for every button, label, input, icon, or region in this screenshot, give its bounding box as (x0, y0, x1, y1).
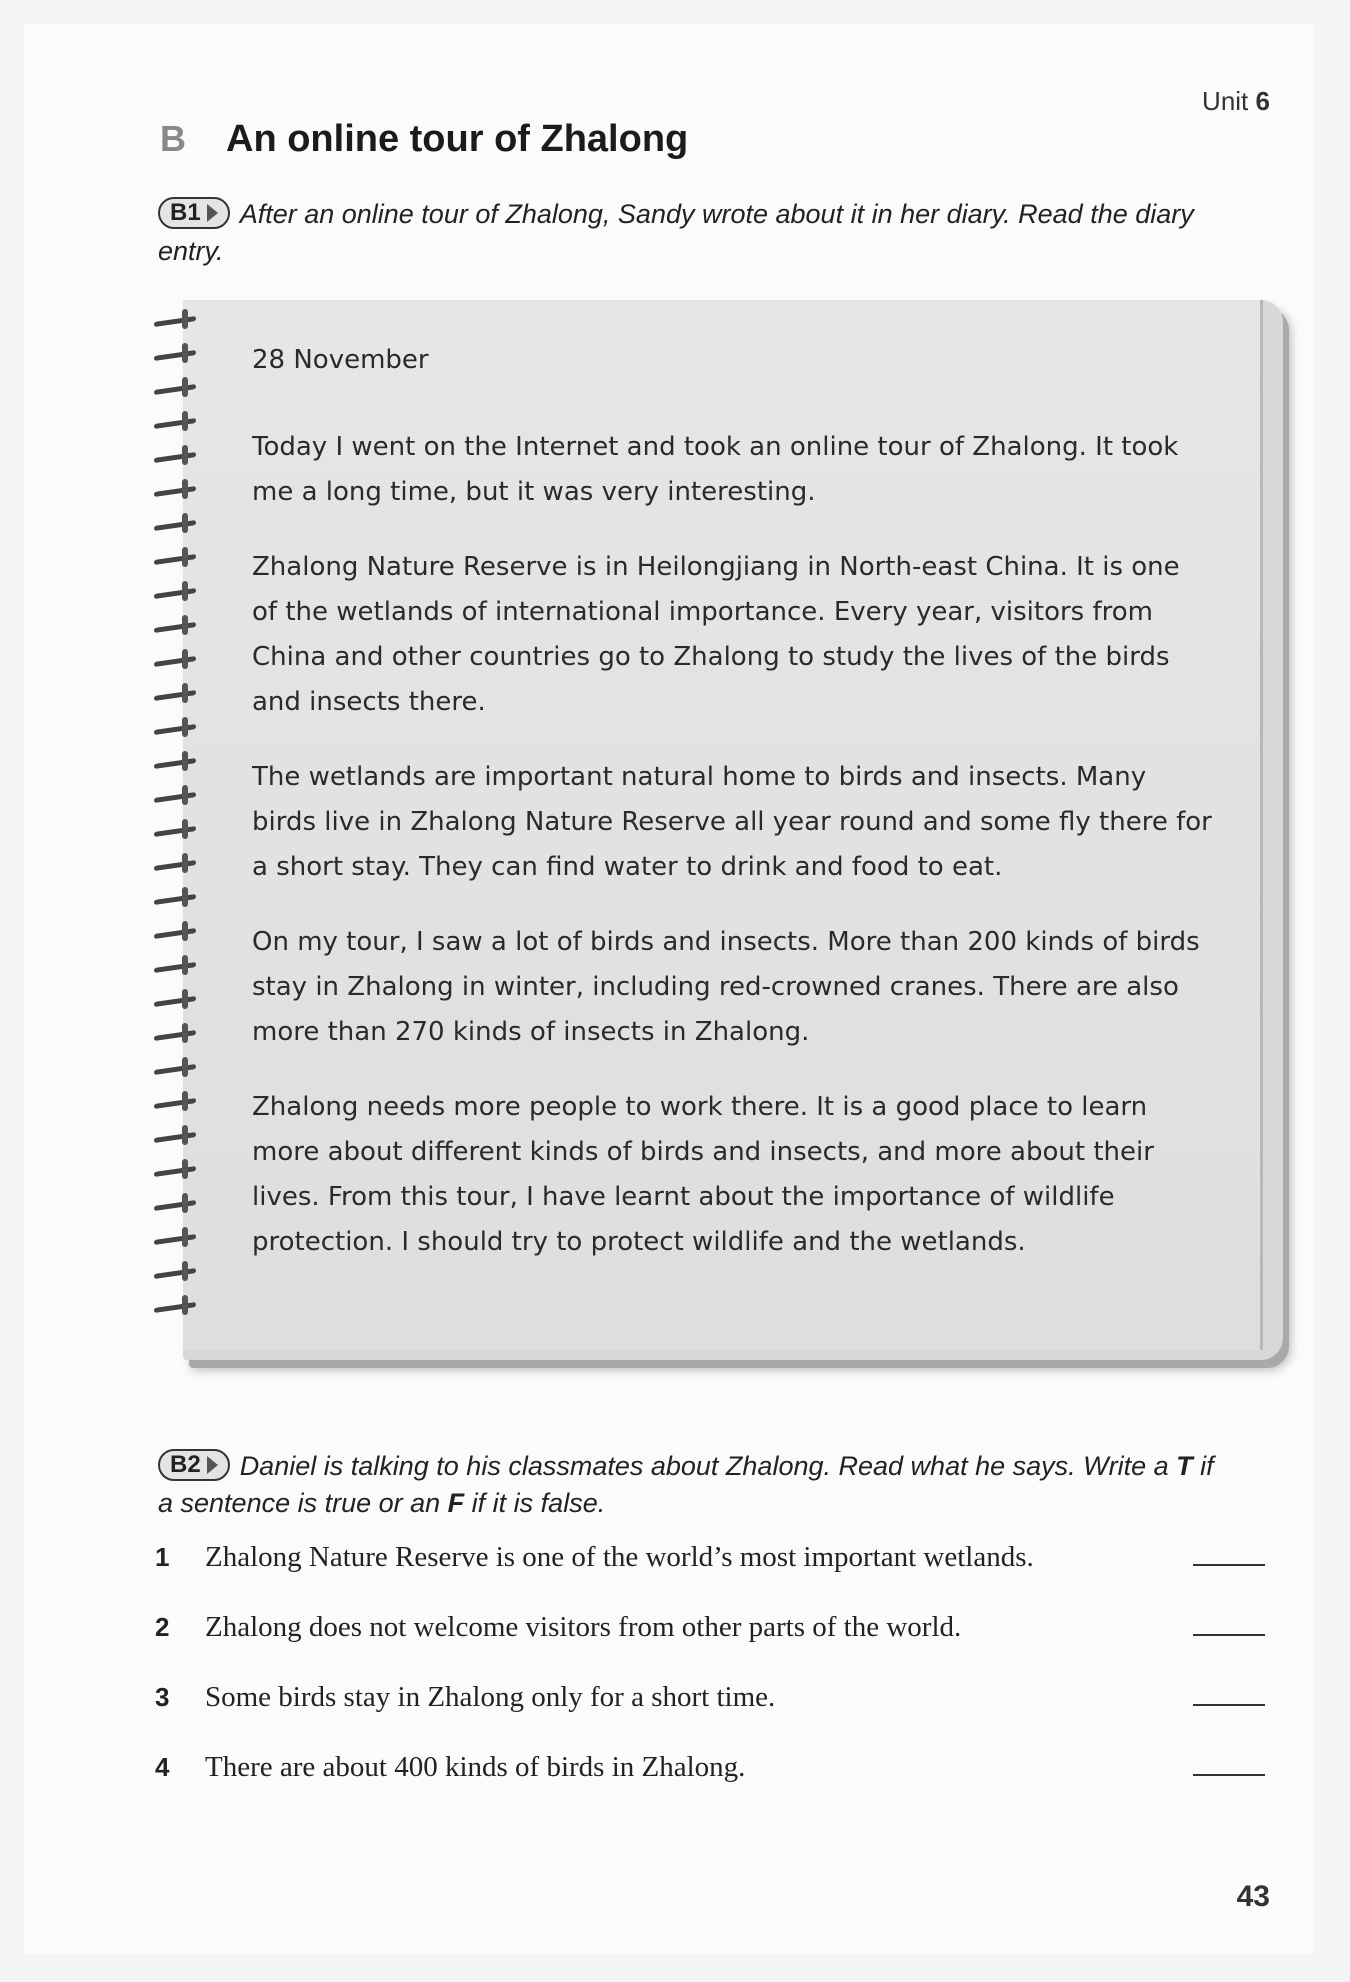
spiral-ring (152, 383, 198, 399)
unit-label-text: Unit (1202, 86, 1249, 116)
diary-entry (252, 338, 1212, 1295)
diary-paragraph: On my tour, I saw a lot of birds and insects. More than 200 kinds of birds stay in Zhalong in winter, including red-crowned cranes. There are also more than 270 kinds of insects in Zhalong. (252, 927, 1200, 1047)
spiral-ring (152, 723, 198, 739)
question-number: 3 (155, 1682, 170, 1712)
spiral-ring (152, 1131, 198, 1147)
diary-paragraph: Zhalong needs more people to work there. It is a good place to learn more about different kinds of birds and insects, and more about their lives. From this tour, I have learnt about the importance of wildlife protection. I should try to protect wildlife and the wetlands. (252, 1092, 1154, 1257)
question-number: 4 (155, 1752, 170, 1782)
b2-instruction-text: if a sentence is true or an (158, 1451, 1214, 1518)
spiral-ring (152, 825, 198, 841)
unit-label (1202, 86, 1270, 117)
b2-instruction-text: Daniel is talking to his classmates about Zhalong. Read what he says. Write a (239, 1451, 1177, 1481)
spiral-ring (152, 485, 198, 501)
spiral-ring (152, 451, 198, 467)
spiral-ring (152, 1063, 198, 1079)
spiral-ring (152, 1165, 198, 1181)
spiral-ring (152, 893, 198, 909)
spiral-ring (152, 1301, 198, 1317)
page-number: 43 (1236, 1880, 1270, 1913)
section-letter: B (160, 118, 186, 159)
question-item (155, 1610, 1265, 1680)
b1-instruction (158, 196, 1218, 270)
question-number: 1 (155, 1542, 170, 1572)
b1-badge (158, 197, 230, 229)
spiral-ring (152, 417, 198, 433)
spiral-ring (152, 1267, 198, 1283)
diary-paragraph: Zhalong Nature Reserve is in Heilongjiang in North-east China. It is one of the wetlands of international importance. Every year, visitors from China and other countries go to Zhalong to study the lives of the birds and insects there. (252, 552, 1180, 717)
false-letter: F (447, 1488, 465, 1518)
spiral-ring (152, 689, 198, 705)
b1-instruction-text: After an online tour of Zhalong, Sandy wrote about it in her diary. Read the diary entry. (158, 199, 1194, 266)
spiral-ring (152, 1233, 198, 1249)
question-text: Zhalong Nature Reserve is one of the world’s most important wetlands. (205, 1541, 1034, 1573)
spiral-binding (152, 315, 202, 1345)
b2-instruction (158, 1448, 1218, 1522)
diary-paragraph: Today I went on the Internet and took an online tour of Zhalong. It took me a long time, but it was very interesting. (252, 432, 1179, 507)
question-text: Zhalong does not welcome visitors from other parts of the world. (205, 1611, 962, 1643)
spiral-ring (152, 519, 198, 535)
spiral-ring (152, 1029, 198, 1045)
spiral-ring (152, 553, 198, 569)
spiral-ring (152, 995, 198, 1011)
spiral-ring (152, 1097, 198, 1113)
spiral-ring (152, 961, 198, 977)
b1-badge-label: B1 (170, 199, 201, 227)
answer-blank[interactable] (1193, 1540, 1265, 1566)
spiral-ring (152, 757, 198, 773)
spiral-ring (152, 621, 198, 637)
b2-badge-label: B2 (170, 1451, 201, 1479)
b2-badge (158, 1449, 230, 1481)
unit-number: 6 (1255, 86, 1270, 116)
section-title: An online tour of Zhalong (226, 118, 689, 160)
diary-date: 28 November (252, 345, 429, 375)
spiral-ring (152, 791, 198, 807)
spiral-ring (152, 587, 198, 603)
section-heading (160, 118, 688, 161)
answer-blank[interactable] (1193, 1750, 1265, 1776)
question-number: 2 (155, 1612, 170, 1642)
spiral-ring (152, 927, 198, 943)
play-arrow-icon (207, 204, 218, 222)
question-list (155, 1540, 1265, 1820)
question-item (155, 1680, 1265, 1750)
diary-paragraph: The wetlands are important natural home to birds and insects. Many birds live in Zhalong Nature Reserve all year round and some fly there for a short stay. They can find water to drink and food to eat. (252, 762, 1212, 882)
question-text: There are about 400 kinds of birds in Zhalong. (205, 1751, 746, 1783)
spiral-ring (152, 655, 198, 671)
spiral-ring (152, 349, 198, 365)
b2-instruction-text: if it is false. (464, 1488, 606, 1518)
spiral-ring (152, 315, 198, 331)
question-text: Some birds stay in Zhalong only for a short time. (205, 1681, 776, 1713)
spiral-ring (152, 859, 198, 875)
question-item (155, 1750, 1265, 1820)
answer-blank[interactable] (1193, 1610, 1265, 1636)
true-letter: T (1176, 1451, 1193, 1481)
answer-blank[interactable] (1193, 1680, 1265, 1706)
question-item (155, 1540, 1265, 1610)
play-arrow-icon (207, 1456, 218, 1474)
spiral-ring (152, 1199, 198, 1215)
